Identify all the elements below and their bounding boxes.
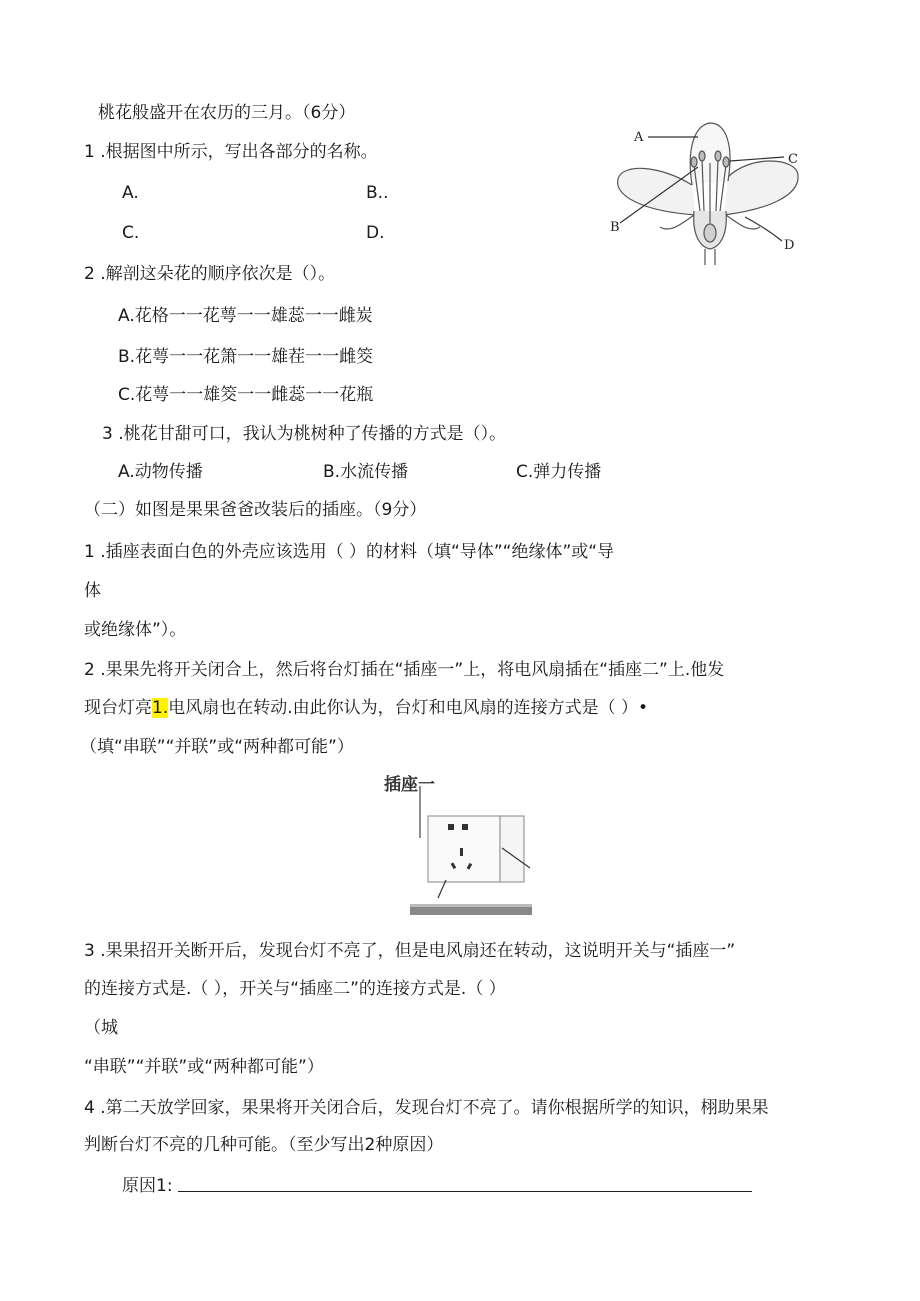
question-3-option-c: C.弹力传播: [516, 462, 602, 482]
s2-q2-text-post: 电风扇也在转动.由此你认为，台灯和电风扇的连接方式是（ ）•: [168, 698, 649, 718]
question-2-option-a: A.花格一一花萼一一雄蕊一一雌炭: [118, 306, 373, 326]
reason-1-label: 原因1:: [122, 1176, 173, 1196]
flower-diagram: [600, 115, 815, 270]
question-3: 3 .桃花甘甜可口，我认为桃树种了传播的方式是（）。: [102, 424, 507, 444]
s2-question-2-line-3: （填“串联”“并联”或“两种都可能”）: [80, 737, 354, 757]
s2-question-1-line-3: 或绝缘体”）。: [84, 620, 187, 640]
socket-caption: 插座一: [384, 775, 435, 795]
s2-question-1-line-2: 体: [84, 581, 101, 601]
highlight-mark: 1.: [152, 698, 169, 718]
flower-label-c: C: [788, 152, 798, 167]
question-3-option-a: A.动物传播: [118, 462, 203, 482]
question-2-option-c: C.花萼一一雄筊一一雌蕊一一花瓶: [118, 385, 374, 405]
s2-question-3-line-1: 3 .果果招开关断开后，发现台灯不亮了，但是电风扇还在转动，这说明开关与“插座一”: [84, 941, 736, 961]
s2-question-1-line-1: 1 .插座表面白色的外壳应该选用（ ）的材料（填“导体”“绝缘体”或“导: [84, 542, 615, 562]
s2-question-4-line-1: 4 .第二天放学回家，果果将开关闭合后，发现台灯不亮了。请你根据所学的知识，栩助果果: [84, 1098, 769, 1118]
reason-1-answer-line[interactable]: [178, 1191, 752, 1192]
socket-diagram: [380, 768, 540, 923]
question-2: 2 .解剖这朵花的顺序依次是（）。: [84, 264, 336, 284]
answer-a-label: A.: [122, 183, 139, 203]
s2-question-2-line-2: [84, 697, 648, 719]
s2-question-3-line-3: （城: [84, 1018, 118, 1038]
s2-question-4-line-2: 判断台灯不亮的几种可能。（至少写出2种原因）: [84, 1135, 444, 1155]
flower-label-a: A: [634, 130, 644, 145]
s2-q2-text-pre: 现台灯亮: [84, 698, 152, 718]
flower-label-b: B: [610, 220, 620, 235]
intro-text: 桃花般盛开在农历的三月。（6分）: [98, 103, 356, 123]
s2-question-3-line-4: “串联”“并联”或“两种都可能”）: [84, 1057, 324, 1077]
question-3-option-b: B.水流传播: [323, 462, 409, 482]
flower-label-d: D: [784, 238, 795, 253]
section-2-heading: （二）如图是果果爸爸改装后的插座。（9分）: [84, 500, 427, 520]
s2-question-3-line-2: 的连接方式是.（ ），开关与“插座二”的连接方式是.（ ）: [84, 979, 506, 999]
answer-b-label: B..: [366, 183, 389, 203]
answer-d-label: D.: [366, 223, 385, 243]
question-2-option-b: B.花萼一一花箫一一雄茬一一雌筊: [118, 347, 374, 367]
answer-c-label: C.: [122, 223, 140, 243]
s2-question-2-line-1: 2 .果果先将开关闭合上，然后将台灯插在“插座一”上，将电风扇插在“插座二”上.他发: [84, 660, 725, 680]
question-1: 1 .根据图中所示，写出各部分的名称。: [84, 142, 378, 162]
